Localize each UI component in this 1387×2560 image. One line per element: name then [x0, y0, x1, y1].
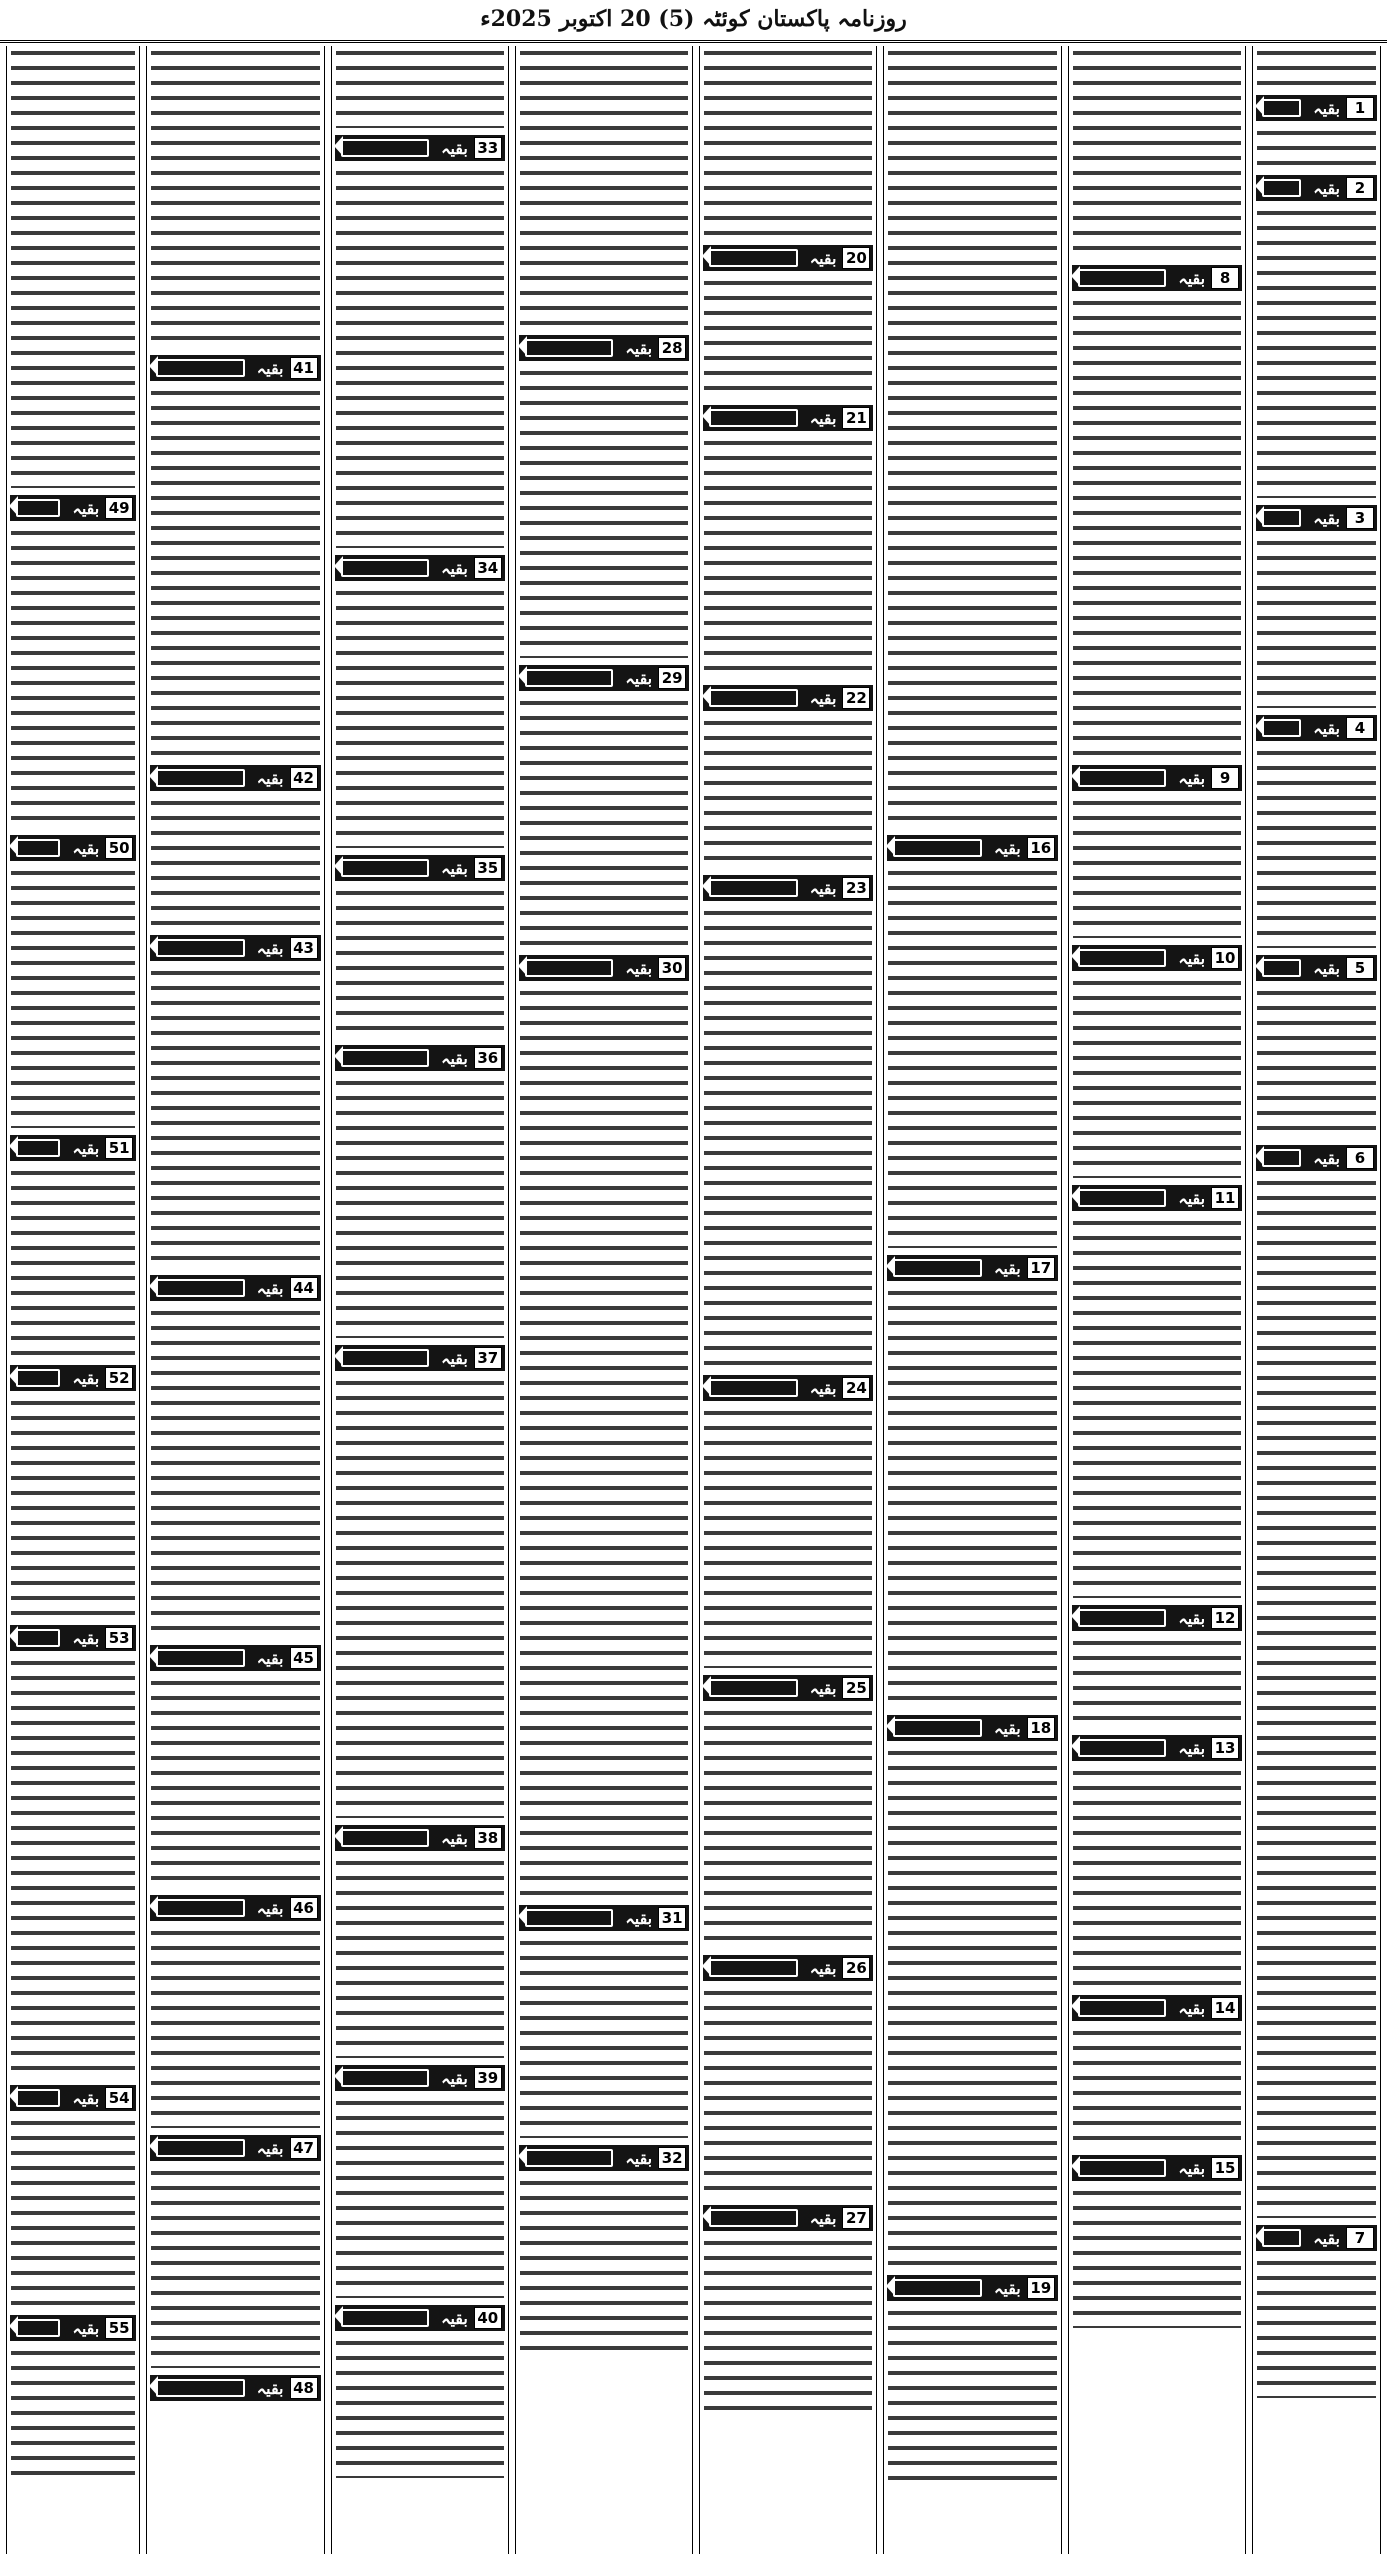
continuation-number: 21 [842, 407, 870, 429]
article-text-block [332, 886, 508, 1040]
arrow-left-icon [16, 499, 60, 517]
arrow-left-icon [341, 2069, 430, 2087]
arrow-left-icon [16, 1629, 60, 1647]
article-column [883, 46, 1061, 2554]
continuation-number: 4 [1346, 717, 1374, 739]
continuation-banner [10, 1135, 136, 1161]
article-text-block [1253, 1176, 1380, 2220]
continuation-number: 40 [474, 2307, 502, 2329]
continuation-label: بقیہ [72, 498, 100, 518]
continuation-number: 42 [290, 767, 318, 789]
arrow-left-icon [709, 879, 798, 897]
arrow-left-icon [156, 769, 245, 787]
article-text-block [1253, 46, 1380, 90]
continuation-label: بقیہ [809, 878, 837, 898]
continuation-label: بقیہ [441, 138, 468, 158]
continuation-banner [150, 355, 320, 381]
article-text-block [332, 2336, 508, 2480]
continuation-label: بقیہ [809, 248, 837, 268]
arrow-left-icon [709, 1379, 798, 1397]
continuation-label: بقیہ [994, 2278, 1021, 2298]
arrow-left-icon [709, 249, 798, 267]
article-text-block [516, 46, 692, 330]
continuation-label: بقیہ [256, 358, 284, 378]
arrow-left-icon [709, 409, 798, 427]
article-text-block [1253, 536, 1380, 710]
article-text-block [1253, 746, 1380, 950]
continuation-banner [703, 1955, 873, 1981]
continuation-number: 10 [1211, 947, 1239, 969]
arrow-left-icon [341, 1349, 430, 1367]
continuation-label: بقیہ [72, 1138, 100, 1158]
continuation-number: 14 [1211, 1997, 1239, 2019]
article-column [699, 46, 877, 2554]
article-text-block [1069, 296, 1245, 760]
article-text-block [516, 986, 692, 1900]
continuation-banner [703, 1375, 873, 1401]
arrow-left-icon [709, 1679, 798, 1697]
arrow-left-icon [16, 1369, 60, 1387]
continuation-number: 50 [105, 837, 133, 859]
arrow-left-icon [156, 1899, 245, 1917]
continuation-banner [703, 875, 873, 901]
arrow-left-icon [709, 2209, 798, 2227]
continuation-banner [703, 1675, 873, 1701]
continuation-label: بقیہ [72, 838, 100, 858]
article-text-block [332, 1076, 508, 1340]
continuation-number: 45 [290, 1647, 318, 1669]
arrow-left-icon [16, 2319, 60, 2337]
continuation-label: بقیہ [809, 1378, 837, 1398]
continuation-number: 23 [842, 877, 870, 899]
continuation-label: بقیہ [1178, 768, 1206, 788]
continuation-banner [703, 245, 873, 271]
arrow-left-icon [156, 2379, 245, 2397]
continuation-label: بقیہ [994, 838, 1021, 858]
arrow-left-icon [1262, 99, 1301, 117]
continuation-number: 44 [290, 1277, 318, 1299]
continuation-number: 49 [105, 497, 133, 519]
continuation-number: 1 [1346, 97, 1374, 119]
continuation-label: بقیہ [72, 2088, 100, 2108]
continuation-banner [887, 1255, 1057, 1281]
continuation-label: بقیہ [994, 1258, 1021, 1278]
arrow-left-icon [893, 1259, 982, 1277]
continuation-number: 51 [105, 1137, 133, 1159]
continuation-number: 22 [842, 687, 870, 709]
arrow-left-icon [1262, 179, 1301, 197]
continuation-number: 31 [658, 1907, 686, 1929]
arrow-left-icon [1078, 1609, 1167, 1627]
arrow-left-icon [709, 1959, 798, 1977]
arrow-left-icon [1262, 509, 1301, 527]
article-text-block [332, 1376, 508, 1820]
continuation-banner [335, 555, 505, 581]
continuation-number: 52 [105, 1367, 133, 1389]
article-text-block [700, 276, 876, 400]
article-text-block [884, 1746, 1060, 2270]
continuation-banner [1256, 1145, 1377, 1171]
masthead [0, 0, 1387, 43]
article-text-block [884, 2306, 1060, 2490]
continuation-banner [10, 2085, 136, 2111]
continuation-banner [10, 835, 136, 861]
continuation-banner [335, 1045, 505, 1071]
article-text-block [516, 1936, 692, 2140]
article-text-block [7, 1396, 139, 1620]
article-text-block [700, 1406, 876, 1670]
continuation-label: بقیہ [1313, 2228, 1340, 2248]
continuation-banner [703, 405, 873, 431]
continuation-label: بقیہ [625, 958, 653, 978]
continuation-label: بقیہ [441, 558, 468, 578]
arrow-left-icon [709, 689, 798, 707]
continuation-label: بقیہ [441, 858, 468, 878]
continuation-number: 34 [474, 557, 502, 579]
article-text-block [1069, 1766, 1245, 1990]
continuation-banner [1072, 945, 1242, 971]
continuation-label: بقیہ [1178, 1608, 1206, 1628]
continuation-number: 26 [842, 1957, 870, 1979]
continuation-banner [335, 135, 505, 161]
continuation-banner [519, 2145, 689, 2171]
article-text-block [516, 696, 692, 950]
arrow-left-icon [341, 559, 430, 577]
article-text-block [884, 46, 1060, 830]
arrow-left-icon [893, 2279, 982, 2297]
continuation-banner [10, 1365, 136, 1391]
continuation-number: 46 [290, 1897, 318, 1919]
continuation-number: 36 [474, 1047, 502, 1069]
continuation-banner [1072, 1185, 1242, 1211]
continuation-label: بقیہ [441, 1828, 468, 1848]
continuation-number: 32 [658, 2147, 686, 2169]
continuation-banner [887, 1715, 1057, 1741]
continuation-number: 29 [658, 667, 686, 689]
article-column [331, 46, 509, 2554]
continuation-label: بقیہ [1178, 1738, 1206, 1758]
continuation-number: 35 [474, 857, 502, 879]
article-text-block [147, 1926, 323, 2130]
arrow-left-icon [893, 1719, 982, 1737]
continuation-banner [335, 2305, 505, 2331]
continuation-number: 25 [842, 1677, 870, 1699]
continuation-banner [1072, 1735, 1242, 1761]
continuation-label: بقیہ [441, 2068, 468, 2088]
continuation-banner [1256, 955, 1377, 981]
continuation-number: 37 [474, 1347, 502, 1369]
continuation-number: 13 [1211, 1737, 1239, 1759]
article-column [1252, 46, 1381, 2554]
continuation-label: بقیہ [72, 2318, 100, 2338]
continuation-banner [1256, 715, 1377, 741]
arrow-left-icon [341, 2309, 430, 2327]
article-text-block [332, 2096, 508, 2300]
article-text-block [1253, 986, 1380, 1140]
continuation-number: 15 [1211, 2157, 1239, 2179]
continuation-label: بقیہ [1313, 958, 1340, 978]
continuation-number: 3 [1346, 507, 1374, 529]
arrow-left-icon [1262, 959, 1301, 977]
article-text-block [7, 1166, 139, 1360]
arrow-left-icon [341, 859, 430, 877]
article-text-block [1069, 1216, 1245, 1600]
continuation-label: بقیہ [256, 938, 284, 958]
continuation-number: 53 [105, 1627, 133, 1649]
continuation-banner [335, 1825, 505, 1851]
arrow-left-icon [341, 1049, 430, 1067]
continuation-banner [150, 2135, 320, 2161]
continuation-label: بقیہ [809, 1678, 837, 1698]
arrow-left-icon [525, 669, 614, 687]
continuation-banner [1072, 265, 1242, 291]
arrow-left-icon [16, 839, 60, 857]
continuation-banner [1256, 95, 1377, 121]
article-text-block [332, 46, 508, 130]
continuation-banner [150, 1895, 320, 1921]
continuation-number: 39 [474, 2067, 502, 2089]
article-text-block [1253, 126, 1380, 170]
arrow-left-icon [525, 1909, 614, 1927]
continuation-number: 20 [842, 247, 870, 269]
continuation-number: 33 [474, 137, 502, 159]
article-text-block [516, 2176, 692, 2360]
arrow-left-icon [1262, 719, 1301, 737]
continuation-label: بقیہ [1178, 1188, 1206, 1208]
continuation-number: 24 [842, 1377, 870, 1399]
continuation-label: بقیہ [625, 1908, 653, 1928]
arrow-left-icon [525, 339, 614, 357]
continuation-banner [1256, 505, 1377, 531]
continuation-label: بقیہ [256, 1278, 284, 1298]
continuation-number: 54 [105, 2087, 133, 2109]
continuation-number: 47 [290, 2137, 318, 2159]
arrow-left-icon [1078, 2159, 1167, 2177]
continuation-number: 18 [1027, 1717, 1055, 1739]
continuation-label: بقیہ [1313, 98, 1340, 118]
continuation-banner [150, 765, 320, 791]
continuation-label: بقیہ [1178, 2158, 1206, 2178]
continuation-number: 2 [1346, 177, 1374, 199]
continuation-label: بقیہ [72, 1628, 100, 1648]
article-text-block [147, 1676, 323, 1890]
article-text-block [7, 2346, 139, 2480]
continuation-banner [519, 1905, 689, 1931]
continuation-label: بقیہ [1178, 1998, 1206, 2018]
continuation-label: بقیہ [1313, 1148, 1340, 1168]
arrow-left-icon [1262, 1149, 1301, 1167]
continuation-banner [335, 1345, 505, 1371]
continuation-label: بقیہ [256, 1648, 284, 1668]
article-column [515, 46, 693, 2554]
continuation-number: 43 [290, 937, 318, 959]
article-text-block [1069, 46, 1245, 260]
continuation-label: بقیہ [625, 338, 653, 358]
article-column [6, 46, 140, 2554]
article-text-block [1069, 976, 1245, 1180]
continuation-label: بقیہ [809, 1958, 837, 1978]
continuation-label: بقیہ [441, 1348, 468, 1368]
arrow-left-icon [1078, 1739, 1167, 1757]
article-column [1068, 46, 1246, 2554]
article-text-block [700, 2236, 876, 2420]
article-column [146, 46, 324, 2554]
continuation-number: 17 [1027, 1257, 1055, 1279]
continuation-label: بقیہ [809, 408, 837, 428]
continuation-banner [1072, 1995, 1242, 2021]
continuation-label: بقیہ [809, 2208, 837, 2228]
continuation-label: بقیہ [1313, 718, 1340, 738]
continuation-number: 7 [1346, 2227, 1374, 2249]
continuation-label: بقیہ [441, 2308, 468, 2328]
arrow-left-icon [341, 139, 430, 157]
continuation-number: 19 [1027, 2277, 1055, 2299]
article-text-block [700, 716, 876, 870]
article-text-block [7, 2116, 139, 2310]
continuation-label: بقیہ [1178, 268, 1206, 288]
continuation-banner [519, 665, 689, 691]
continuation-banner [150, 2375, 320, 2401]
article-text-block [147, 1306, 323, 1640]
article-text-block [7, 1656, 139, 2080]
arrow-left-icon [156, 1649, 245, 1667]
article-text-block [700, 46, 876, 240]
continuation-label: بقیہ [256, 768, 284, 788]
article-text-block [147, 46, 323, 350]
arrow-left-icon [16, 2089, 60, 2107]
continuation-label: بقیہ [994, 1718, 1021, 1738]
continuation-banner [10, 495, 136, 521]
continuation-banner [519, 955, 689, 981]
continuation-label: بقیہ [625, 668, 653, 688]
continuation-banner [10, 1625, 136, 1651]
arrow-left-icon [156, 359, 245, 377]
continuation-banner [10, 2315, 136, 2341]
continuation-number: 6 [1346, 1147, 1374, 1169]
article-text-block [332, 166, 508, 550]
arrow-left-icon [16, 1139, 60, 1157]
continuation-number: 12 [1211, 1607, 1239, 1629]
article-text-block [147, 386, 323, 760]
continuation-number: 5 [1346, 957, 1374, 979]
arrow-left-icon [1078, 1999, 1167, 2017]
arrow-left-icon [1078, 269, 1167, 287]
article-text-block [332, 586, 508, 850]
continuation-banner [703, 2205, 873, 2231]
page-title: روزنامہ پاکستان کوئٹہ (5) 20 اکتوبر 2025ء [480, 6, 907, 32]
continuation-banner [1256, 175, 1377, 201]
continuation-label: بقیہ [441, 1048, 468, 1068]
article-text-block [1069, 1636, 1245, 1730]
article-text-block [1069, 2026, 1245, 2150]
continuation-label: بقیہ [625, 2148, 653, 2168]
arrow-left-icon [156, 939, 245, 957]
continuation-banner [1256, 2225, 1377, 2251]
article-text-block [884, 866, 1060, 1250]
article-text-block [147, 796, 323, 930]
continuation-number: 30 [658, 957, 686, 979]
continuation-number: 11 [1211, 1187, 1239, 1209]
continuation-number: 28 [658, 337, 686, 359]
article-text-block [700, 1706, 876, 1950]
article-text-block [7, 526, 139, 830]
arrow-left-icon [1262, 2229, 1301, 2247]
article-text-block [1253, 2256, 1380, 2400]
continuation-banner [335, 855, 505, 881]
continuation-number: 38 [474, 1827, 502, 1849]
article-text-block [884, 1286, 1060, 1710]
continuation-number: 16 [1027, 837, 1055, 859]
continuation-label: بقیہ [256, 2378, 284, 2398]
continuation-label: بقیہ [256, 1898, 284, 1918]
continuation-number: 55 [105, 2317, 133, 2339]
arrow-left-icon [893, 839, 982, 857]
article-text-block [700, 906, 876, 1370]
newspaper-page [6, 46, 1381, 2554]
article-text-block [700, 436, 876, 680]
continuation-banner [1072, 765, 1242, 791]
article-text-block [332, 1856, 508, 2060]
arrow-left-icon [525, 959, 614, 977]
arrow-left-icon [1078, 769, 1167, 787]
continuation-label: بقیہ [809, 688, 837, 708]
continuation-banner [703, 685, 873, 711]
continuation-number: 9 [1211, 767, 1239, 789]
article-text-block [7, 866, 139, 1130]
continuation-banner [887, 835, 1057, 861]
article-text-block [700, 1986, 876, 2200]
article-text-block [147, 966, 323, 1270]
arrow-left-icon [156, 1279, 245, 1297]
continuation-banner [1072, 2155, 1242, 2181]
continuation-label: بقیہ [72, 1368, 100, 1388]
article-text-block [1069, 796, 1245, 940]
article-text-block [7, 46, 139, 490]
article-text-block [1069, 2186, 1245, 2330]
continuation-number: 27 [842, 2207, 870, 2229]
continuation-label: بقیہ [1178, 948, 1206, 968]
article-text-block [147, 2166, 323, 2370]
article-text-block [516, 366, 692, 660]
article-text-block [1253, 206, 1380, 500]
continuation-label: بقیہ [1313, 508, 1340, 528]
continuation-banner [519, 335, 689, 361]
continuation-banner [150, 1645, 320, 1671]
arrow-left-icon [156, 2139, 245, 2157]
continuation-banner [335, 2065, 505, 2091]
continuation-label: بقیہ [1313, 178, 1340, 198]
continuation-banner [887, 2275, 1057, 2301]
continuation-number: 8 [1211, 267, 1239, 289]
continuation-number: 48 [290, 2377, 318, 2399]
continuation-banner [150, 1275, 320, 1301]
arrow-left-icon [341, 1829, 430, 1847]
arrow-left-icon [1078, 1189, 1167, 1207]
arrow-left-icon [525, 2149, 614, 2167]
continuation-banner [150, 935, 320, 961]
arrow-left-icon [1078, 949, 1167, 967]
continuation-label: بقیہ [256, 2138, 284, 2158]
continuation-number: 41 [290, 357, 318, 379]
continuation-banner [1072, 1605, 1242, 1631]
